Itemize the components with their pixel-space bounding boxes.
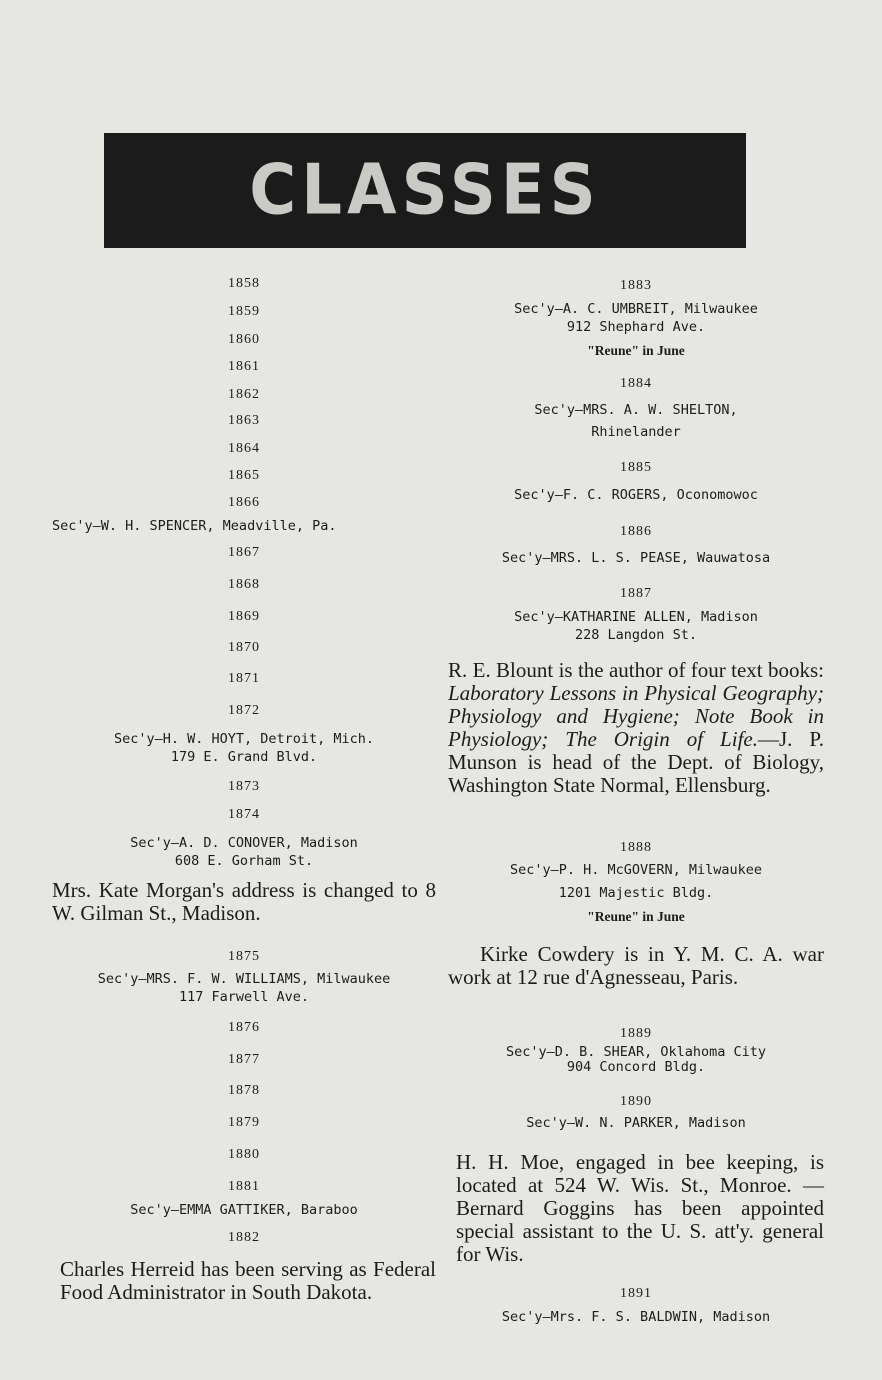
secretary-line: Sec'y—MRS. L. S. PEASE, Wauwatosa: [501, 550, 771, 566]
banner-title: CLASSES: [249, 150, 601, 231]
class-year: 1874: [228, 807, 260, 822]
class-year: 1887: [620, 586, 652, 601]
class-year: 1872: [228, 703, 260, 718]
class-note: Mrs. Kate Morgan's address is changed to 8 W. Gilman St., Madison.: [52, 878, 436, 925]
class-year: 1875: [228, 949, 260, 964]
classes-banner: [104, 133, 746, 248]
class-year: 1859: [228, 304, 260, 319]
class-note: H. H. Moe, engaged in bee keeping, is located at 524 W. Wis. St., Monroe. —Bernard Goggins has been appointed special assistant to the U. S. att'y. general for Wis.: [456, 1150, 824, 1266]
class-year: 1862: [228, 387, 260, 402]
book-titles: Laboratory Lessons in Physical Geography; Physiology and Hygiene; Note Book in Physiology; The Origin of Life.: [448, 681, 824, 751]
class-note: Kirke Cowdery is in Y. M. C. A. war work at 12 rue d'Agnesseau, Paris.: [448, 942, 824, 989]
address-line: 904 Concord Bldg.: [566, 1059, 706, 1075]
class-year: 1866: [228, 495, 260, 510]
secretary-line: Sec'y—D. B. SHEAR, Oklahoma City: [505, 1044, 767, 1060]
class-year: 1891: [620, 1286, 652, 1301]
class-year: 1863: [228, 413, 260, 428]
class-year: 1877: [228, 1052, 260, 1067]
secretary-line: Sec'y—P. H. McGOVERN, Milwaukee: [510, 862, 762, 878]
class-year: 1885: [620, 460, 652, 475]
class-year: 1865: [228, 468, 260, 483]
class-year: 1883: [620, 278, 652, 293]
secretary-line: Sec'y—EMMA GATTIKER, Baraboo: [130, 1202, 358, 1218]
class-note: [448, 659, 824, 797]
class-year: 1871: [228, 671, 260, 686]
secretary-line: Sec'y—F. C. ROGERS, Oconomowoc: [514, 487, 758, 503]
class-year: 1878: [228, 1083, 260, 1098]
secretary-line: Sec'y—MRS. A. W. SHELTON,: [534, 402, 738, 418]
class-year: 1870: [228, 640, 260, 655]
class-year: 1864: [228, 441, 260, 456]
address-line: 179 E. Grand Blvd.: [170, 749, 318, 765]
class-note: Charles Herreid has been serving as Federal Food Administrator in South Dakota.: [60, 1257, 436, 1304]
secretary-line: Sec'y—A. C. UMBREIT, Milwaukee: [514, 301, 758, 317]
address-line: Rhinelander: [591, 424, 681, 440]
secretary-line: Sec'y—MRS. F. W. WILLIAMS, Milwaukee: [97, 971, 391, 987]
address-line: 117 Farwell Ave.: [178, 989, 310, 1005]
class-year: 1869: [228, 609, 260, 624]
secretary-line: Sec'y—A. D. CONOVER, Madison: [130, 835, 358, 851]
class-note-text: —J. P. Munson is head of the Dept. of Biology, Washington State Normal, Ellensburg.: [448, 727, 824, 797]
secretary-line: Sec'y—KATHARINE ALLEN, Madison: [514, 609, 758, 625]
class-year: 1886: [620, 524, 652, 539]
secretary-line: Sec'y—W. N. PARKER, Madison: [526, 1115, 746, 1131]
secretary-line: Sec'y—W. H. SPENCER, Meadville, Pa.: [52, 518, 337, 534]
class-year: 1867: [228, 545, 260, 560]
address-line: 912 Shephard Ave.: [566, 319, 706, 335]
class-year: 1882: [228, 1230, 260, 1245]
class-year: 1868: [228, 577, 260, 592]
secretary-line: Sec'y—H. W. HOYT, Detroit, Mich.: [113, 731, 375, 747]
class-year: 1884: [620, 376, 652, 391]
class-year: 1860: [228, 332, 260, 347]
reunion-notice: "Reune" in June: [587, 343, 685, 358]
class-year: 1890: [620, 1094, 652, 1109]
class-year: 1861: [228, 359, 260, 374]
address-line: 608 E. Gorham St.: [174, 853, 314, 869]
class-year: 1889: [620, 1026, 652, 1041]
reunion-notice: "Reune" in June: [587, 909, 685, 924]
address-line: 228 Langdon St.: [575, 627, 697, 643]
class-note-text: R. E. Blount is the author of four text books:: [448, 658, 824, 682]
class-year: 1880: [228, 1147, 260, 1162]
class-year: 1879: [228, 1115, 260, 1130]
secretary-line: Sec'y—Mrs. F. S. BALDWIN, Madison: [501, 1309, 771, 1325]
class-year: 1881: [228, 1179, 260, 1194]
class-year: 1888: [620, 840, 652, 855]
class-year: 1876: [228, 1020, 260, 1035]
class-year: 1858: [228, 276, 260, 291]
address-line: 1201 Majestic Bldg.: [558, 885, 714, 901]
class-year: 1873: [228, 779, 260, 794]
